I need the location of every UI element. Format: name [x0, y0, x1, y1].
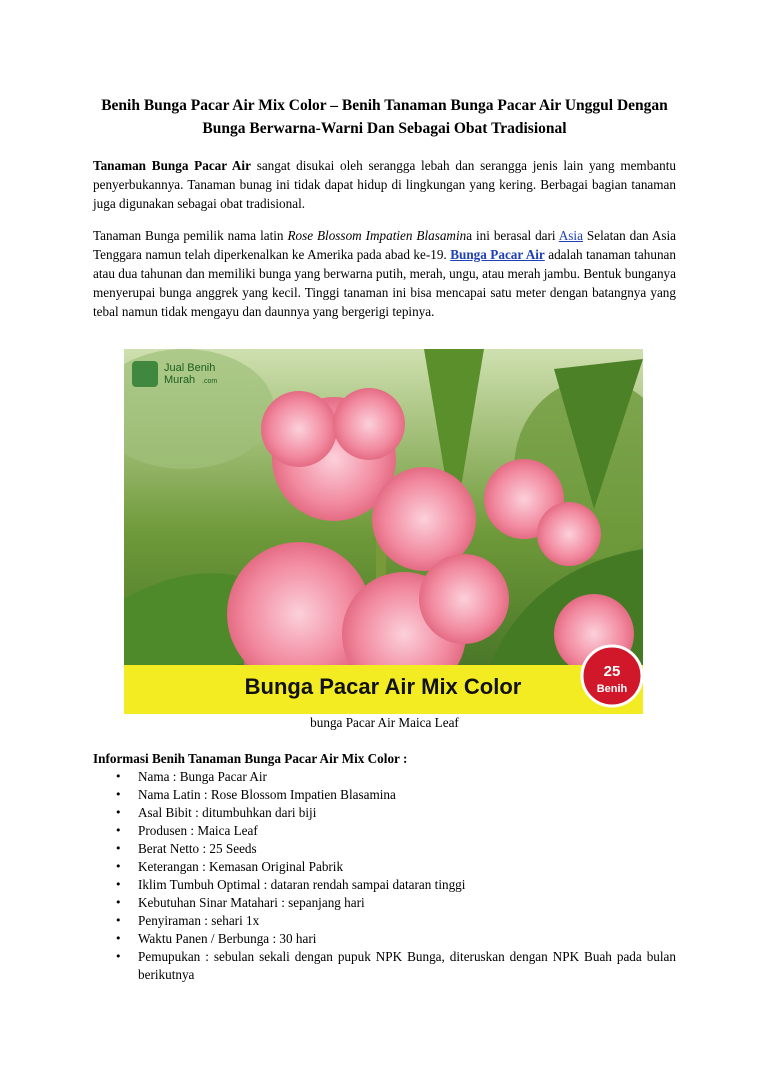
info-item-text: Kebutuhan Sinar Matahari : sepanjang hari	[138, 895, 365, 910]
bunga-pacar-air-link[interactable]: Bunga Pacar Air	[450, 247, 545, 262]
info-list-item	[93, 804, 676, 822]
info-list-item	[93, 822, 676, 840]
info-list-item	[93, 876, 676, 894]
info-item-text: Asal Bibit : ditumbuhkan dari biji	[138, 805, 317, 820]
intro-paragraph	[93, 156, 676, 213]
bullet-icon: •	[115, 878, 122, 891]
info-list-item	[93, 858, 676, 876]
latin-name: Rose Blossom Impatien Blasamin	[287, 228, 467, 243]
origin-paragraph	[93, 226, 676, 321]
origin-text-2: a ini berasal dari	[466, 228, 559, 243]
info-item-text: Penyiraman : sehari 1x	[138, 913, 260, 928]
figure-caption: bunga Pacar Air Maica Leaf	[310, 715, 459, 730]
info-item-text: Iklim Tumbuh Optimal : dataran rendah sampai dataran tinggi	[138, 877, 466, 892]
document-page	[93, 94, 676, 321]
info-list-item	[93, 894, 676, 912]
bullet-icon: •	[115, 806, 122, 819]
info-item-text: Pemupukan : sebulan sekali dengan pupuk NPK Bunga, diteruskan dengan NPK Buah pada bulan berikutnya	[138, 949, 676, 982]
info-item-text: Nama Latin : Rose Blossom Impatien Blasamina	[138, 787, 396, 802]
intro-text: sangat disukai oleh serangga lebah dan serangga jenis lain yang membantu penyerbukannya. Tanaman bunag ini tidak dapat hidup di lingkungan yang kering. Berbagai bagian tanaman juga digunakan sebagai obat tradisional.	[93, 158, 676, 211]
bullet-icon: •	[115, 824, 122, 837]
info-heading: Informasi Benih Tanaman Bunga Pacar Air Mix Color :	[93, 751, 408, 766]
info-item-text: Produsen : Maica Leaf	[138, 823, 258, 838]
document-title: Benih Bunga Pacar Air Mix Color – Benih Tanaman Bunga Pacar Air Unggul Dengan Bunga Berwarna-Warni Dan Sebagai Obat Tradisional	[101, 97, 668, 137]
logo-text-3: .com	[202, 378, 218, 385]
info-list-item	[93, 930, 676, 948]
badge-number: 25	[603, 663, 621, 680]
bullet-icon: •	[115, 932, 122, 945]
info-item-text: Nama : Bunga Pacar Air	[138, 769, 267, 784]
intro-lead: Tanaman Bunga Pacar Air	[93, 158, 251, 173]
info-section	[93, 750, 676, 984]
bullet-icon: •	[115, 950, 122, 963]
logo-text-2: Murah	[164, 374, 196, 386]
info-list-item	[93, 840, 676, 858]
info-item-text: Waktu Panen / Berbunga : 30 hari	[138, 931, 317, 946]
origin-text-1: Tanaman Bunga pemilik nama latin	[93, 228, 288, 243]
origin-text-4: adalah tanaman tahunan atau dua tahunan dan memiliki bunga yang berwarna putih, merah, ungu, atau merah jambu. Bentuk bunganya menyerupai bunga anggrek yang kecil. Tinggi tanaman ini bisa mencapai satu meter dengan batangnya yang tebal namun tidak mengayu dan daunnya yang bergerigi tepinya.	[93, 247, 676, 319]
banner-text: Bunga Pacar Air Mix Color	[244, 674, 522, 699]
asia-link[interactable]: Asia	[558, 228, 583, 243]
bullet-icon: •	[115, 896, 122, 909]
badge-unit: Benih	[596, 683, 628, 695]
info-list-item	[93, 786, 676, 804]
info-item-text: Keterangan : Kemasan Original Pabrik	[138, 859, 344, 874]
bullet-icon: •	[115, 842, 122, 855]
info-list	[93, 768, 676, 984]
bullet-icon: •	[115, 860, 122, 873]
info-list-item	[93, 948, 676, 984]
info-item-text: Berat Netto : 25 Seeds	[138, 841, 257, 856]
logo-text-1: Jual Benih	[164, 362, 216, 374]
product-photo	[124, 349, 643, 714]
origin-text-3: Selatan dan Asia Tenggara namun telah diperkenalkan ke Amerika pada abad ke-19.	[93, 228, 677, 262]
info-list-item	[93, 912, 676, 930]
bullet-icon: •	[115, 788, 122, 801]
bullet-icon: •	[115, 770, 122, 783]
bullet-icon: •	[115, 914, 122, 927]
info-list-item	[93, 768, 676, 786]
